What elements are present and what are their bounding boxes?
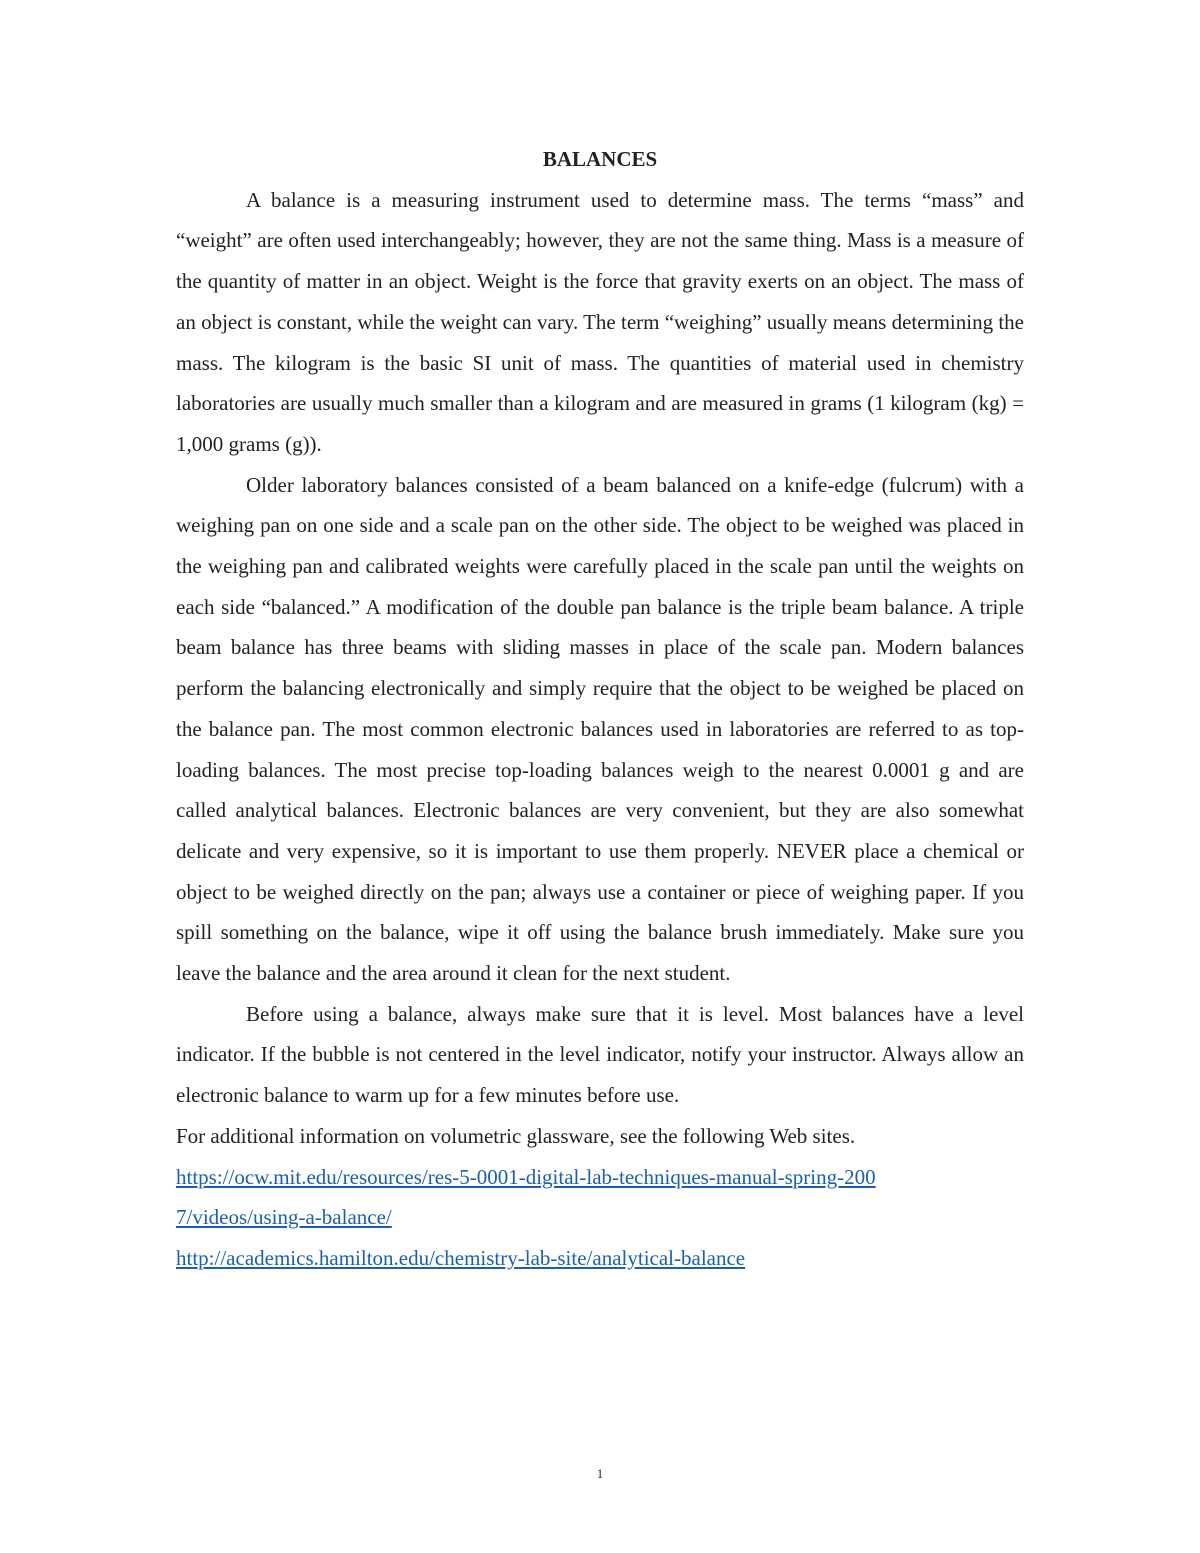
page-number: 1 xyxy=(596,1466,604,1481)
links-intro: For additional information on volumetric glassware, see the following Web sites. xyxy=(176,1123,856,1148)
document-body xyxy=(176,139,1024,1279)
paragraph-balance-types: Older laboratory balances consisted of a beam balanced on a knife-edge (fulcrum) with a weighing pan on one side and a scale pan on the other side. The object to be weighed was placed in the weighing pan and calibrated weights were carefully placed in the scale pan until the weights on each side “balanced.” A modification of the double pan balance is the triple beam balance. A triple beam balance has three beams with sliding masses in place of the scale pan. Modern balances perform the balancing electronically and simply require that the object to be weighed be placed on the balance pan. The most common electronic balances used in laboratories are referred to as top-loading balances. The most precise top-loading balances weigh to the nearest 0.0001 g and are called analytical balances. Electronic balances are very convenient, but they are also somewhat delicate and very expensive, so it is important to use them properly. NEVER place a chemical or object to be weighed directly on the pan; always use a container or piece of weighing paper. If you spill something on the balance, wipe it off using the balance brush immediately. Make sure you leave the balance and the area around it clean for the next student. xyxy=(176,472,1024,986)
document-title: BALANCES xyxy=(542,147,658,171)
paragraph-mass-vs-weight: A balance is a measuring instrument used to determine mass. The terms “mass” and “weight” are often used interchangeably; however, they are not the same thing. Mass is a measure of the quantity of matter in an object. Weight is the force that gravity exerts on an object. The mass of an object is constant, while the weight can vary. The term “weighing” usually means determining the mass. The kilogram is the basic SI unit of mass. The quantities of material used in chemistry laboratories are usually much smaller than a kilogram and are measured in grams (1 kilogram (kg) = 1,000 grams (g)). xyxy=(176,187,1024,456)
link-hamilton[interactable]: http://academics.hamilton.edu/chemistry-lab-site/analytical-balance xyxy=(176,1245,746,1270)
link-mit-ocw[interactable]: https://ocw.mit.edu/resources/res-5-0001-digital-lab-techniques-manual-spring-2007/videos/using-a-balance/ xyxy=(176,1164,876,1230)
paragraph-leveling: Before using a balance, always make sure that it is level. Most balances have a level indicator. If the bubble is not centered in the level indicator, notify your instructor. Always allow an electronic balance to warm up for a few minutes before use. xyxy=(176,1001,1024,1108)
